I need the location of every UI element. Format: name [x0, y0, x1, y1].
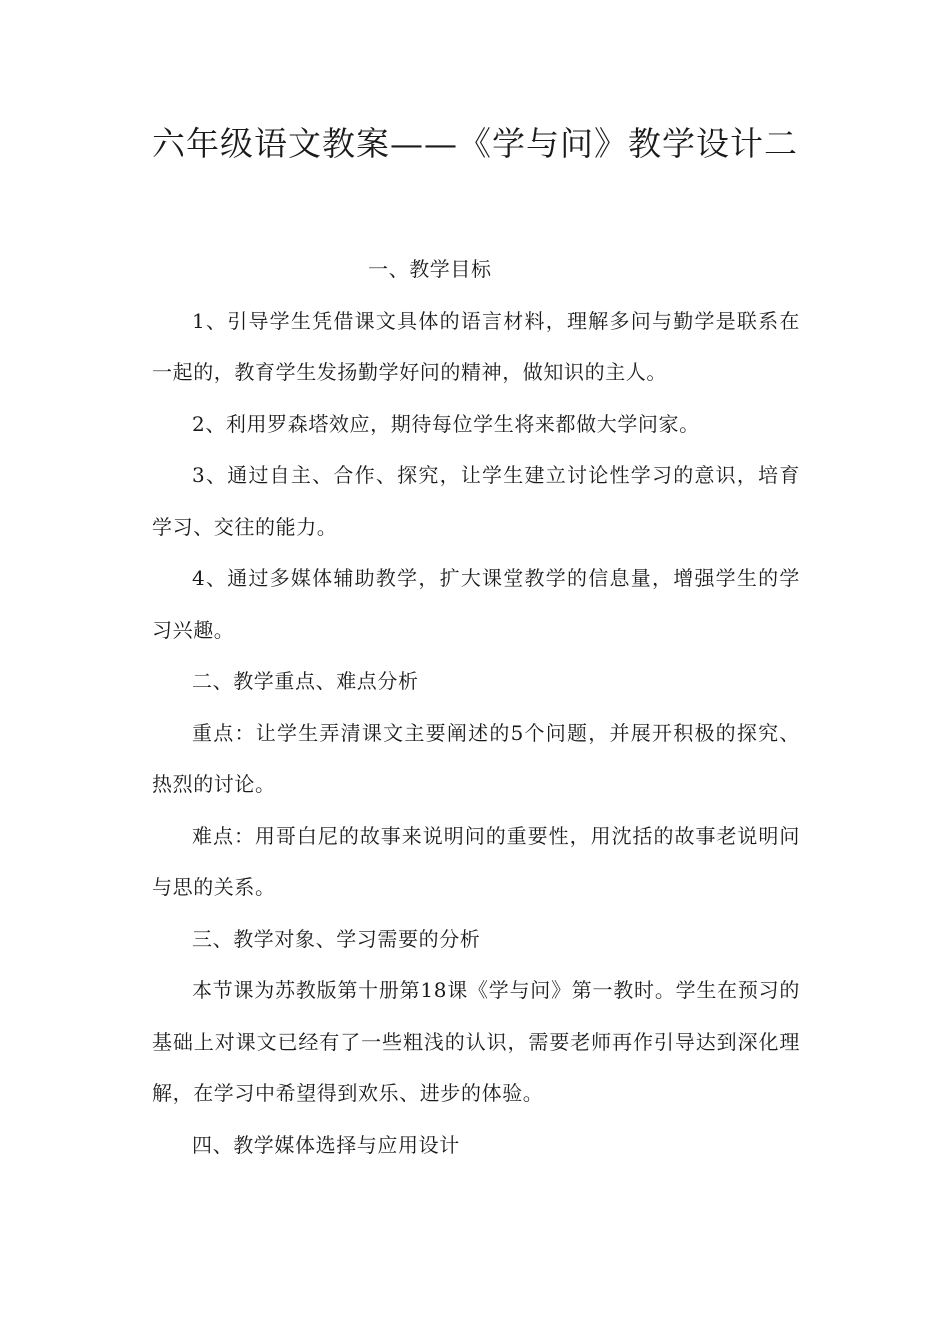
objective-1: 1、引导学生凭借课文具体的语言材料，理解多问与勤学是联系在一起的，教育学生发扬勤学好问的精神，做知识的主人。	[152, 308, 800, 384]
difficulty-paragraph: 难点：用哥白尼的故事来说明问的重要性，用沈括的故事老说明问与思的关系。	[152, 823, 800, 899]
key-point-paragraph: 重点：让学生弄清课文主要阐述的5个问题，并展开积极的探究、热烈的讨论。	[152, 720, 800, 796]
section-heading-audience: 三、教学对象、学习需要的分析	[192, 926, 481, 951]
audience-paragraph: 本节课为苏教版第十册第18课《学与问》第一教时。学生在预习的基础上对课文已经有了一些粗浅的认识，需要老师再作引导达到深化理解，在学习中希望得到欢乐、进步的体验。	[152, 978, 800, 1105]
section-heading-key-points: 二、教学重点、难点分析	[192, 669, 419, 693]
objective-3: 3、通过自主、合作、探究，让学生建立讨论性学习的意识，培育学习、交往的能力。	[152, 463, 800, 539]
document-body	[152, 244, 800, 1171]
section-heading-media: 四、教学媒体选择与应用设计	[192, 1132, 460, 1157]
objective-2: 2、利用罗森塔效应，期待每位学生将来都做大学问家。	[192, 411, 700, 436]
section-heading-objectives: 一、教学目标	[368, 257, 492, 281]
objective-4: 4、通过多媒体辅助教学，扩大课堂教学的信息量，增强学生的学习兴趣。	[152, 566, 800, 642]
document-title: 六年级语文教案——《学与问》教学设计二	[152, 124, 798, 163]
